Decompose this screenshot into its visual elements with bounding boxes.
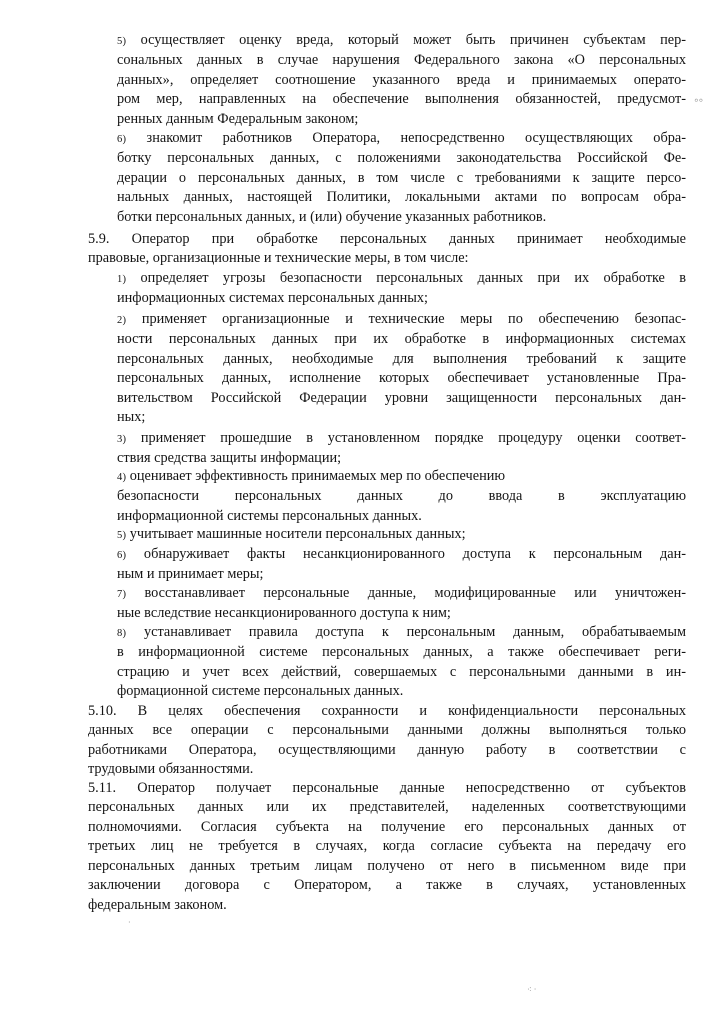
- text-line: ных;: [117, 409, 146, 426]
- text-line: данных все операции с персональными данными должны выполняться только: [88, 722, 686, 739]
- text-line: 8) устанавливает правила доступа к персональным данным, обрабатываемым: [117, 624, 687, 640]
- subitem-number: 5): [117, 36, 127, 47]
- subitem-number: 6): [117, 550, 127, 561]
- text-line: данных», определяет соотношение указанного вреда и принимаемых операто-: [117, 71, 686, 88]
- text-line: 2) применяет организационные и технические меры по обеспечению безопас-: [117, 311, 687, 327]
- text-line: 5.11. Оператор получает персональные данные непосредственно от субъектов: [88, 780, 686, 796]
- subitem-1-threats: [117, 269, 686, 309]
- text-line: вительством Российской Федерации уровни защищенности персональных дан-: [117, 389, 686, 406]
- subitem-6-unauthorized-access: [117, 545, 686, 585]
- subitem-5-media: [117, 525, 686, 545]
- text-line: 7) восстанавливает персональные данные, модифицированные или уничтожен-: [117, 585, 686, 601]
- subitem-number: 4): [117, 472, 127, 483]
- text-line: страцию и учет всех действий, совершаемых с персональными данными в ин-: [117, 663, 686, 680]
- text-line: ные вследствие несанкционированного доступа к ним;: [117, 605, 451, 622]
- subitem-5-harm-assessment: [117, 31, 686, 129]
- text-line: третьих лиц не требуется в случаях, когда согласие субъекта на передачу его: [88, 838, 686, 855]
- section-5-9: [88, 230, 686, 269]
- text-line: 5) осуществляет оценку вреда, который может быть причинен субъектам пер-: [117, 32, 686, 48]
- text-line: федеральным законом.: [88, 896, 227, 913]
- text-line: безопасности персональных данных до ввода в эксплуатацию: [117, 488, 686, 505]
- subitem-number: 3): [117, 434, 127, 445]
- text-line: 4) оценивает эффективность принимаемых мер по обеспечению: [117, 468, 506, 484]
- subitem-4-efficiency: [117, 467, 686, 526]
- text-line: 6) обнаруживает факты несанкционированного доступа к персональным дан-: [117, 546, 686, 562]
- subitem-2-protection-measures: [117, 310, 686, 428]
- subitem-number: 7): [117, 589, 127, 600]
- text-line: ренных данным Федеральным законом;: [117, 110, 359, 127]
- text-line: 6) знакомит работников Оператора, непосредственно осуществляющих обра-: [117, 130, 686, 146]
- subitem-7-restore: [117, 584, 686, 624]
- text-line: заключении договора с Оператором, а также в случаях, установленных: [88, 877, 686, 894]
- subitem-8-access-rules: [117, 623, 686, 702]
- text-line: информационных системах персональных данных;: [117, 290, 429, 307]
- section-5-11: [88, 779, 686, 915]
- text-line: персональных данных третьим лицам получено от него в письменном виде при: [88, 857, 686, 874]
- text-line: нальных данных, настоящей Политики, локальными актами по вопросам обра-: [117, 189, 686, 206]
- text-line: формационной системе персональных данных.: [117, 683, 404, 700]
- text-line: правовые, организационные и технические меры, в том числе:: [88, 250, 469, 267]
- text-line: 1) определяет угрозы безопасности персональных данных при их обработке в: [117, 270, 686, 286]
- text-line: ботки персональных данных, и (или) обучение указанных работников.: [117, 208, 547, 225]
- subitem-6-staff-training: [117, 129, 686, 227]
- subitem-number: 2): [117, 315, 127, 326]
- text-line: дерации о персональных данных, в том числе с требованиями к защите персо-: [117, 169, 686, 186]
- subitem-number: 1): [117, 274, 127, 285]
- text-line: 5.9. Оператор при обработке персональных данных принимает необходимые: [88, 231, 686, 247]
- scan-speck-mark: ⁖ ·: [527, 985, 537, 994]
- subitem-number: 8): [117, 628, 127, 639]
- text-line: трудовыми обязанностями.: [88, 761, 254, 778]
- text-line: 3) применяет прошедшие в установленном порядке процедуру оценки соответ-: [117, 430, 687, 446]
- text-line: ром мер, направленных на обеспечение выполнения обязанностей, предусмот-: [117, 91, 686, 108]
- text-line: ствия средства защиты информации;: [117, 450, 342, 467]
- section-5-10: [88, 702, 686, 780]
- scan-speck-mark: ⸰⸰: [694, 96, 704, 105]
- text-line: ности персональных данных при их обработке в информационных системах: [117, 331, 686, 348]
- subitem-number: 5): [117, 530, 127, 541]
- text-line: ботку персональных данных, с положениями законодательства Российской Фе-: [117, 150, 686, 167]
- text-line: персональных данных или их представителей, наделенных соответствующими: [88, 799, 686, 816]
- text-line: работниками Оператора, осуществляющими данную работу в соответствии с: [88, 741, 686, 758]
- text-line: сональных данных в случае нарушения Федерального закона «О персональных: [117, 52, 686, 69]
- text-line: информационной системы персональных данных.: [117, 507, 422, 524]
- text-line: ным и принимает меры;: [117, 566, 264, 583]
- subitem-number: 6): [117, 134, 127, 145]
- scan-speck-mark: ·: [128, 918, 131, 927]
- text-line: 5) учитывает машинные носители персональных данных;: [117, 526, 466, 542]
- text-line: полномочиями. Согласия субъекта на получение его персональных данных от: [88, 818, 686, 835]
- text-line: персональных данных, исполнение которых обеспечивает установленные Пра-: [117, 370, 686, 387]
- text-line: в информационной системе персональных данных, а также обеспечивает реги-: [117, 644, 686, 661]
- subitem-3-conformity: [117, 429, 686, 469]
- text-line: 5.10. В целях обеспечения сохранности и конфиденциальности персональных: [88, 703, 686, 719]
- text-line: персональных данных, необходимые для выполнения требований к защите: [117, 350, 686, 367]
